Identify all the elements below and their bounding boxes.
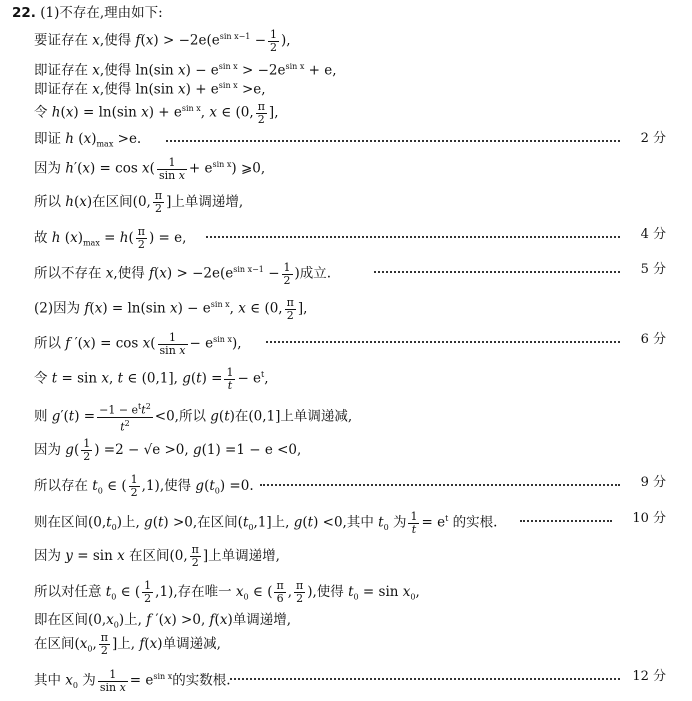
part1-intro: (1)不存在,理由如下:: [40, 5, 163, 21]
dot-leader: [166, 130, 620, 142]
dot-leader: [230, 668, 620, 680]
solution-line-11: 所以 f ′(x) = cos x( $\frac{1}{\text{sin x}}$ − $e^{sin x}$), 6 分: [34, 330, 666, 357]
solution-line-16: 则在区间$(0,t_0)$上, g(t) >0,在区间$(t_0,1]$上, g(t) <0,其中 $t_0$ 为 $\frac{1}{t}$ = $e^t$ 的实根. 10 分: [34, 509, 666, 536]
solution-line-6: 因为 h′(x) = cos x( $\frac{1}{\text{sin x}}$ + $e^{sin x}$) ⩾0,: [34, 155, 266, 182]
solution-line-20: 在区间($x_0$, $\frac{\pi}{2}$ ]上, f(x)单调递减,: [34, 631, 221, 657]
solution-line-2: 即证存在 x,使得 ln(sin $x) - e^{sin x} > -2e^{sin x} + e$,: [34, 62, 337, 79]
solution-line-10: (2)因为 f(x) = ln(sin $x) - e^{sin x}$, x ∈ (0, $\frac{\pi}{2}$ ],: [34, 295, 308, 322]
dot-leader: [260, 474, 620, 486]
solution-line-13: 则 g′(t) = $\frac{-1 - e^tt^2}{t^2}$ <0,所以 g(t)在(0,1]上单调递减,: [34, 402, 353, 434]
dot-leader: [374, 261, 620, 273]
solution-line-12: 令 t = sin x, t ∈ (0,1], g(t) = $\frac{1}{t}$ − $e^t$,: [34, 365, 269, 392]
solution-line-3: 即证存在 x,使得 ln(sin $x) + e^{sin x} >e$,: [34, 81, 266, 98]
solution-line-8: 故 h $(x)_{max} = h$( $\frac{\pi}{2}$ ) = e, 4 分: [34, 225, 666, 251]
solution-line-9: 所以不存在 x,使得 $f(x) > -2e(e^{sin x-1}$ − $\frac{1}{2}$ )成立. 5 分: [34, 260, 666, 287]
dot-leader: [266, 331, 620, 343]
dot-leader: [520, 510, 612, 522]
score-label: 10 分: [632, 511, 666, 526]
dot-leader: [206, 226, 620, 238]
solution-line-19: 即在区间$(0,x_0)$上, f ′(x) >0, f(x)单调递增,: [34, 612, 291, 630]
score-label: 5 分: [640, 262, 666, 277]
solution-line-5: 即证 h $(x)_{max} >e$. 2 分: [34, 131, 666, 149]
solution-line-7: 所以 h(x)在区间(0, $\frac{\pi}{2}$ ]上单调递增,: [34, 189, 244, 215]
score-label: 4 分: [640, 227, 666, 242]
solution-line-17: 因为 y = sin x 在区间(0, $\frac{\pi}{2}$ ]上单调递增,: [34, 543, 280, 569]
solution-line-1: 要证存在 x,使得 $f(x) > -2e(e^{sin x-1}$ − $\frac{1}{2}$ ),: [34, 27, 291, 54]
question-header: [12, 4, 666, 22]
solution-line-21: 其中 $x_0$ 为 $\frac{1}{\text{sin x}}$ = $e^{sin x}$的实数根. 12 分: [34, 667, 666, 694]
solution-line-15: 所以存在 $t_0$ ∈ ( $\frac{1}{2}$ ,1),使得 $g(t_0) =0$. 9 分: [34, 473, 666, 499]
solution-line-4: 令 h(x) = ln(sin $x) + e^{sin x}$, x ∈ (0, $\frac{\pi}{2}$ ],: [34, 99, 279, 126]
score-label: 6 分: [640, 332, 666, 347]
question-number: 22.: [12, 5, 36, 21]
score-label: 2 分: [640, 131, 666, 146]
solution-line-14: 因为 g( $\frac{1}{2}$ ) =2 − √e >0, g(1) =1 − e <0,: [34, 437, 302, 463]
solution-line-18: 所以对任意 $t_0$ ∈ ( $\frac{1}{2}$ ,1),存在唯一 $x_0$ ∈ ( $\frac{\pi}{6}$ , $\frac{\pi}{2}$ ),使得 $t_0 = \sin x_0$,: [34, 579, 420, 605]
score-label: 9 分: [640, 475, 666, 490]
score-label: 12 分: [632, 669, 666, 684]
